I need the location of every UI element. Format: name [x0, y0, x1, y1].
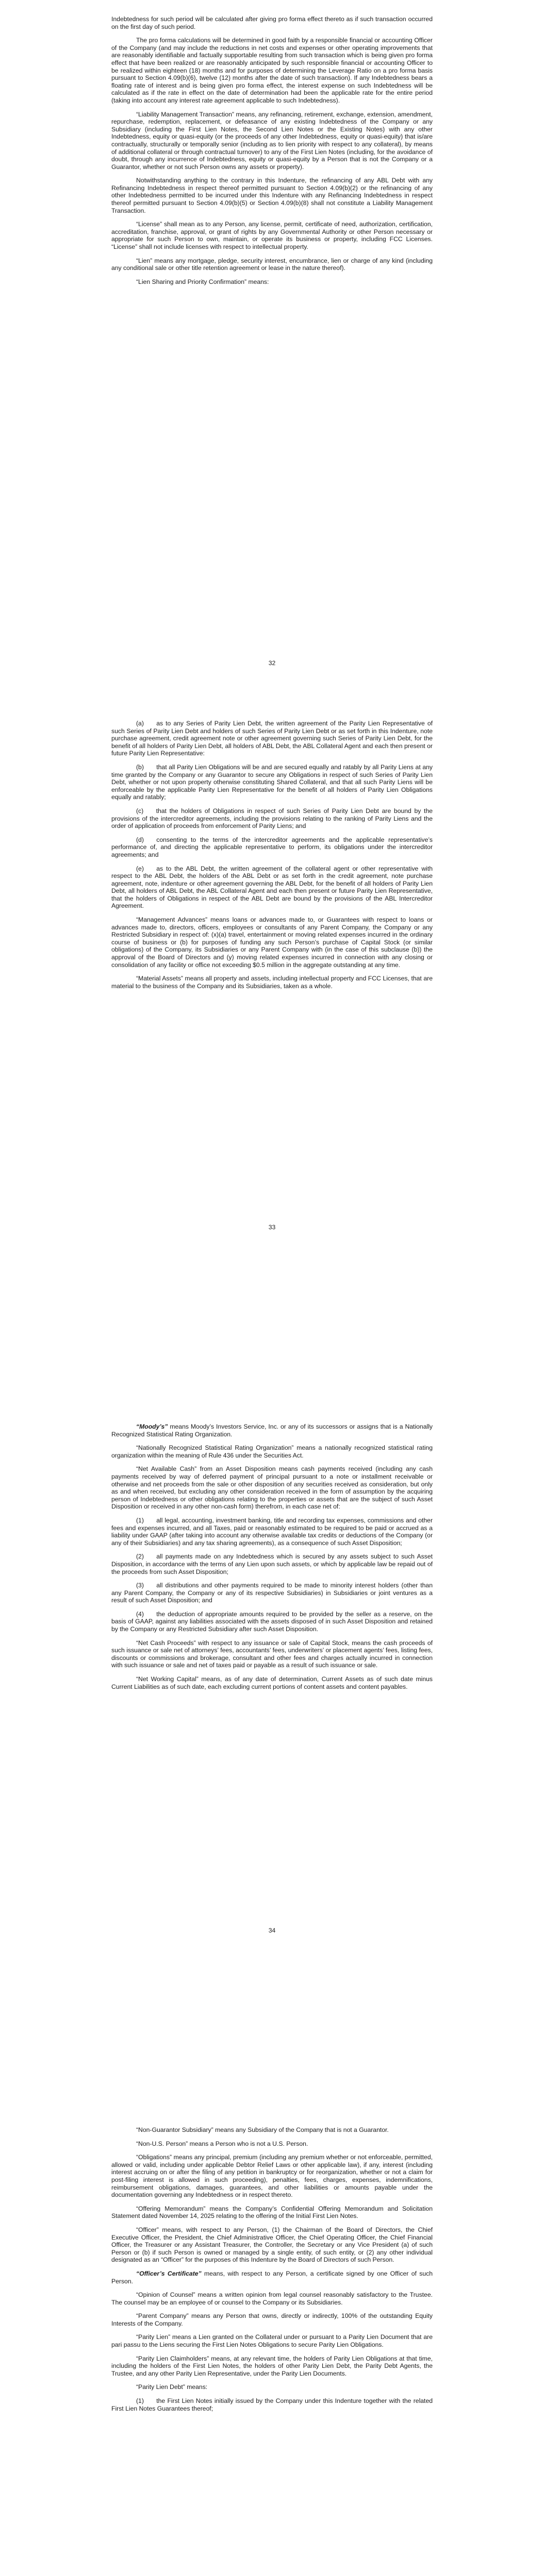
page-number: 33 — [268, 1224, 276, 1231]
document-page-34 — [0, 1406, 544, 2110]
document-page-33 — [0, 703, 544, 1406]
page-number: 34 — [268, 1927, 276, 1934]
definition-non-us-person: “Non-U.S. Person” means a Person who is not a U.S. Person. — [136, 2140, 308, 2147]
paragraph-notwithstanding: Notwithstanding anything to the contrary in this Indenture, the refinancing of any ABL Debt with any Refinancing Indebtedness in respect thereof permitted pursuant to Section 4.09(b)(2) or the refinancing of any other Indebtedness permitted to be incurred under this Indenture with any Refinancing Indebtedness in respect thereof permitted pursuant to Section 4.09(b)(5) or Section 4.09(b)(8) shall not constitute a Liability Management Transaction. — [111, 177, 433, 214]
list-item-2: (2) all payments made on any Indebtedness which is secured by any assets subject to such Asset Disposition, in accordance with the terms of any Lien upon such assets, or which by applicable law be repaid out of the proceeds from such Asset Disposition; — [111, 1553, 433, 1575]
list-item-c: (c) that the holders of Obligations in respect of such Series of Parity Lien Debt are bound by the provisions of the intercreditor agreements, including the provisions relating to the ranking of Parity Liens and the order of application of proceeds from enforcement of Parity Liens; and — [111, 807, 433, 830]
page-body — [111, 15, 433, 292]
definition-liability-management-transaction: “Liability Management Transaction” means, any refinancing, retirement, exchange, extension, amendment, repurchase, redemption, replacement, or defeasance of any existing Indebtedness of the Company or any Subsidiary (including the First Lien Notes, the Second Lien Notes or the Existing Notes) with any other Indebtedness, equity or quasi-equity (or the proceeds of any other Indebtedness, equity or quasi-equity) that is/are contractually, structurally or temporally senior (including as to lien priority with respect to any collateral), by means of additional collateral or through contractual turnover) to any of the First Lien Notes (including, for the avoidance of doubt, through any incurrence of Indebtedness, equity or quasi-equity by a Person that is not the Company or a Guarantor, whether or not such Person owns any assets or property). — [111, 110, 433, 171]
definition-officer: “Officer” means, with respect to any Person, (1) the Chairman of the Board of Directors, the Chief Executive Officer, the President, the Chief Administrative Officer, the Chief Operating Officer, the Chief Financial Officer, the Treasurer or any Assistant Treasurer, the Controller, the Secretary or any Vice President (a) of such Person or (b) if such Person is owned or managed by a single entity, of such entity, or (2) any other individual designated as an “Officer” for the purposes of this Indenture by the Board of Directors of such Person. — [111, 2226, 433, 2264]
definition-officers-certificate — [111, 2270, 433, 2285]
list-item-d: (d) consenting to the terms of the intercreditor agreements and the applicable representative’s performance of, and directing the applicable representative to perform, its obligations under the intercreditor agreements; and — [111, 836, 433, 858]
list-item-b: (b) that all Parity Lien Obligations will be and are secured equally and ratably by all Parity Liens at any time granted by the Company or any Guarantor to secure any Obligations in respect of such Series of Parity Lien Debt, whether or not upon property otherwise constituting Shared Collateral, and that all such Parity Liens will be enforceable by the applicable Parity Lien Representative for the benefit of all holders of Parity Lien Obligations equally and ratably; — [111, 763, 433, 801]
definition-moodys — [111, 1423, 433, 1438]
list-item-a: (a) as to any Series of Parity Lien Debt, the written agreement of the Parity Lien Representative of such Series of Parity Lien Debt and holders of such Series of Parity Lien Debt or as set forth in this Indenture, note purchase agreement, credit agreement note or other agreement governing such Series of Parity Lien Debt, for the benefit of all holders of Parity Lien Debt, all holders of ABL Debt, the ABL Collateral Agent and each then present or future Parity Lien Representative: — [111, 720, 433, 757]
list-item-4: (4) the deduction of appropriate amounts required to be provided by the seller as a reserve, on the basis of GAAP, against any liabilities associated with the assets disposed of in such Asset Disposition and retained by the Company or any Restricted Subsidiary after such Asset Disposition. — [111, 1610, 433, 1633]
definition-offering-memorandum: “Offering Memorandum” means the Company’s Confidential Offering Memorandum and Solicitation Statement dated November 14, 2025 relating to the offering of the Initial First Lien Notes. — [111, 2205, 433, 2220]
definition-opinion-of-counsel: “Opinion of Counsel” means a written opinion from legal counsel reasonably satisfactory to the Trustee. The counsel may be an employee of or counsel to the Company or its Subsidiaries. — [111, 2291, 433, 2306]
defined-term: “Officer’s Certificate” — [136, 2269, 202, 2277]
definition-management-advances: “Management Advances” means loans or advances made to, or Guarantees with respect to loans or advances made to, directors, officers, employees or consultants of any Parent Company, the Company or any Restricted Subsidiary in respect of: (x)(a) travel, entertainment or moving related expenses incurred in the ordinary course of business or (b) for purposes of funding any such Person’s purchase of Capital Stock (or similar obligations) of the Company, its Subsidiaries or any Parent Company with (in the case of this subclause (b)) the approval of the Board of Directors and (y) moving related expenses incurred in connection with any closing or consolidation of any facility or office not exceeding $0.5 million in the aggregate outstanding at any time. — [111, 916, 433, 969]
definition-net-cash-proceeds: “Net Cash Proceeds” with respect to any issuance or sale of Capital Stock, means the cash proceeds of such issuance or sale net of attorneys’ fees, accountants’ fees, underwriters’ or placement agents’ fees, listing fees, discounts or commissions and brokerage, consultant and other fees and charges actually incurred in connection with such issuance or sale and net of taxes paid or payable as a result of such issuance or sale. — [111, 1639, 433, 1669]
definition-nrsro: “Nationally Recognized Statistical Rating Organization” means a nationally recognized statistical rating organization within the meaning of Rule 436 under the Securities Act. — [111, 1444, 433, 1459]
list-item-e: (e) as to the ABL Debt, the written agreement of the collateral agent or other representative with respect to the ABL Debt, the holders of the ABL Debt or as set forth in the credit agreement, note purchase agreement, note, indenture or other agreement governing the ABL Debt, for the benefit of all holders of Parity Lien Debt, all holders of ABL Debt, the ABL Collateral Agent and each then present or future Parity Lien Representative, that the holders of Obligations in respect of the ABL Debt are bound by the provisions of the ABL Intercreditor Agreement. — [111, 865, 433, 910]
definition-lien-sharing: “Lien Sharing and Priority Confirmation” means: — [136, 278, 269, 285]
definition-net-working-capital: “Net Working Capital” means, as of any date of determination, Current Assets as of such date minus Current Liabilities as of such date, each excluding current portions of content assets and content payables. — [111, 1675, 433, 1690]
definition-parent-company: “Parent Company” means any Person that owns, directly or indirectly, 100% of the outstanding Equity Interests of the Company. — [111, 2312, 433, 2327]
page-number: 32 — [268, 659, 276, 667]
defined-term: “Moody’s” — [136, 1423, 168, 1430]
definition-parity-lien-debt: “Parity Lien Debt” means: — [136, 2383, 208, 2391]
definition-non-guarantor-subsidiary: “Non-Guarantor Subsidiary” means any Subsidiary of the Company that is not a Guarantor. — [136, 2126, 389, 2133]
definition-net-available-cash: “Net Available Cash” from an Asset Disposition means cash payments received (including any cash payments received by way of deferred payment of principal pursuant to a note or installment receivable or otherwise and net proceeds from the sale or other disposition of any securities received as consideration, but only as and when received, but excluding any other consideration received in the form of assumption by the acquiring person of Indebtedness or other obligations relating to the properties or assets that are the subject of such Asset Disposition or received in any other non-cash form) therefrom, in each case net of: — [111, 1465, 433, 1511]
paragraph-continuation: Indebtedness for such period will be calculated after giving pro forma effect thereto as if such transaction occurred on the first day of such period. — [111, 15, 433, 30]
list-item-1: (1) the First Lien Notes initially issued by the Company under this Indenture together with the related First Lien Notes Guarantees thereof; — [111, 2397, 433, 2412]
document-page-35 — [0, 2110, 544, 2576]
definition-text: means Moody’s Investors Service, Inc. or any of its successors or assigns that is a Nationally Recognized Statistical Rating Organization. — [111, 1423, 433, 1438]
definition-obligations: “Obligations” means any principal, premium (including any premium whether or not enforceable, permitted, allowed or valid, including under applicable Debtor Relief Laws or other applicable law), if any, interest (including interest accruing on or after the filing of any petition in bankruptcy or for reorganization, whether or not a claim for post-filing interest is allowed in such proceeding), penalties, fees, charges, expenses, indemnifications, reimbursement obligations, damages, guarantees, and other liabilities or amounts payable under the documentation governing any Indebtedness or in respect thereto. — [111, 2154, 433, 2199]
paragraph-pro-forma: The pro forma calculations will be determined in good faith by a responsible financial or accounting Officer of the Company (and may include the reductions in net costs and expenses or other operating improvements that are reasonably identifiable and factually supportable resulting from such transaction which is being given pro forma effect that have been realized or are reasonably anticipated by such responsible financial or accounting Officer to be realized within eighteen (18) months and for purposes of determining the Leverage Ratio on a pro forma basis pursuant to Section 4.09(b)(6), twelve (12) months after the date of such transaction). If any Indebtedness bears a floating rate of interest and is being given pro forma effect, the interest expense on such Indebtedness will be calculated as if the rate in effect on the date of determination had been the applicable rate for the entire period (taking into account any interest rate agreement applicable to such Indebtedness). — [111, 37, 433, 104]
page-body — [111, 1423, 433, 1697]
document-page-32 — [0, 0, 544, 703]
definition-parity-lien-claimholders: “Parity Lien Claimholders” means, at any relevant time, the holders of Parity Lien Obligations at that time, including the holders of the First Lien Notes, the holders of other Parity Lien Debt, the Parity Debt Agents, the Trustee, and any other Parity Lien Representative, under the Parity Lien Documents. — [111, 2354, 433, 2377]
definition-material-assets: “Material Assets” means all property and assets, including intellectual property and FCC Licenses, that are material to the business of the Company and its Subsidiaries, taken as a whole. — [111, 975, 433, 990]
definition-text: means, with respect to any Person, a certificate signed by one Officer of such Person. — [111, 2269, 433, 2285]
page-body — [111, 2126, 433, 2418]
definition-parity-lien: “Parity Lien” means a Lien granted on the Collateral under or pursuant to a Parity Lien Document that are pari passu to the Liens securing the First Lien Notes Obligations to secure Parity Lien Obligations. — [111, 2333, 433, 2349]
list-item-3: (3) all distributions and other payments required to be made to minority interest holders (other than any Parent Company, the Company or any of its respective Subsidiaries) in Subsidiaries or joint ventures as a result of such Asset Disposition; and — [111, 1582, 433, 1604]
definition-lien: “Lien” means any mortgage, pledge, security interest, encumbrance, lien or charge of any kind (including any conditional sale or other title retention agreement or lease in the nature thereof). — [111, 257, 433, 272]
page-body — [111, 720, 433, 996]
definition-license: “License” shall mean as to any Person, any license, permit, certificate of need, authorization, certification, accreditation, franchise, approval, or grant of rights by any Governmental Authority or other Person necessary or appropriate for such Person to own, maintain, or operate its business or property, including FCC Licenses. “License” shall not include licenses with respect to intellectual property. — [111, 221, 433, 251]
list-item-1: (1) all legal, accounting, investment banking, title and recording tax expenses, commissions and other fees and expenses incurred, and all Taxes, paid or reasonably estimated to be required to be paid or accrued as a liability under GAAP (after taking into account any otherwise available tax credits or deductions of the Company (or any of their Subsidiaries) and any tax sharing agreements), as a consequence of such Asset Disposition; — [111, 1516, 433, 1547]
